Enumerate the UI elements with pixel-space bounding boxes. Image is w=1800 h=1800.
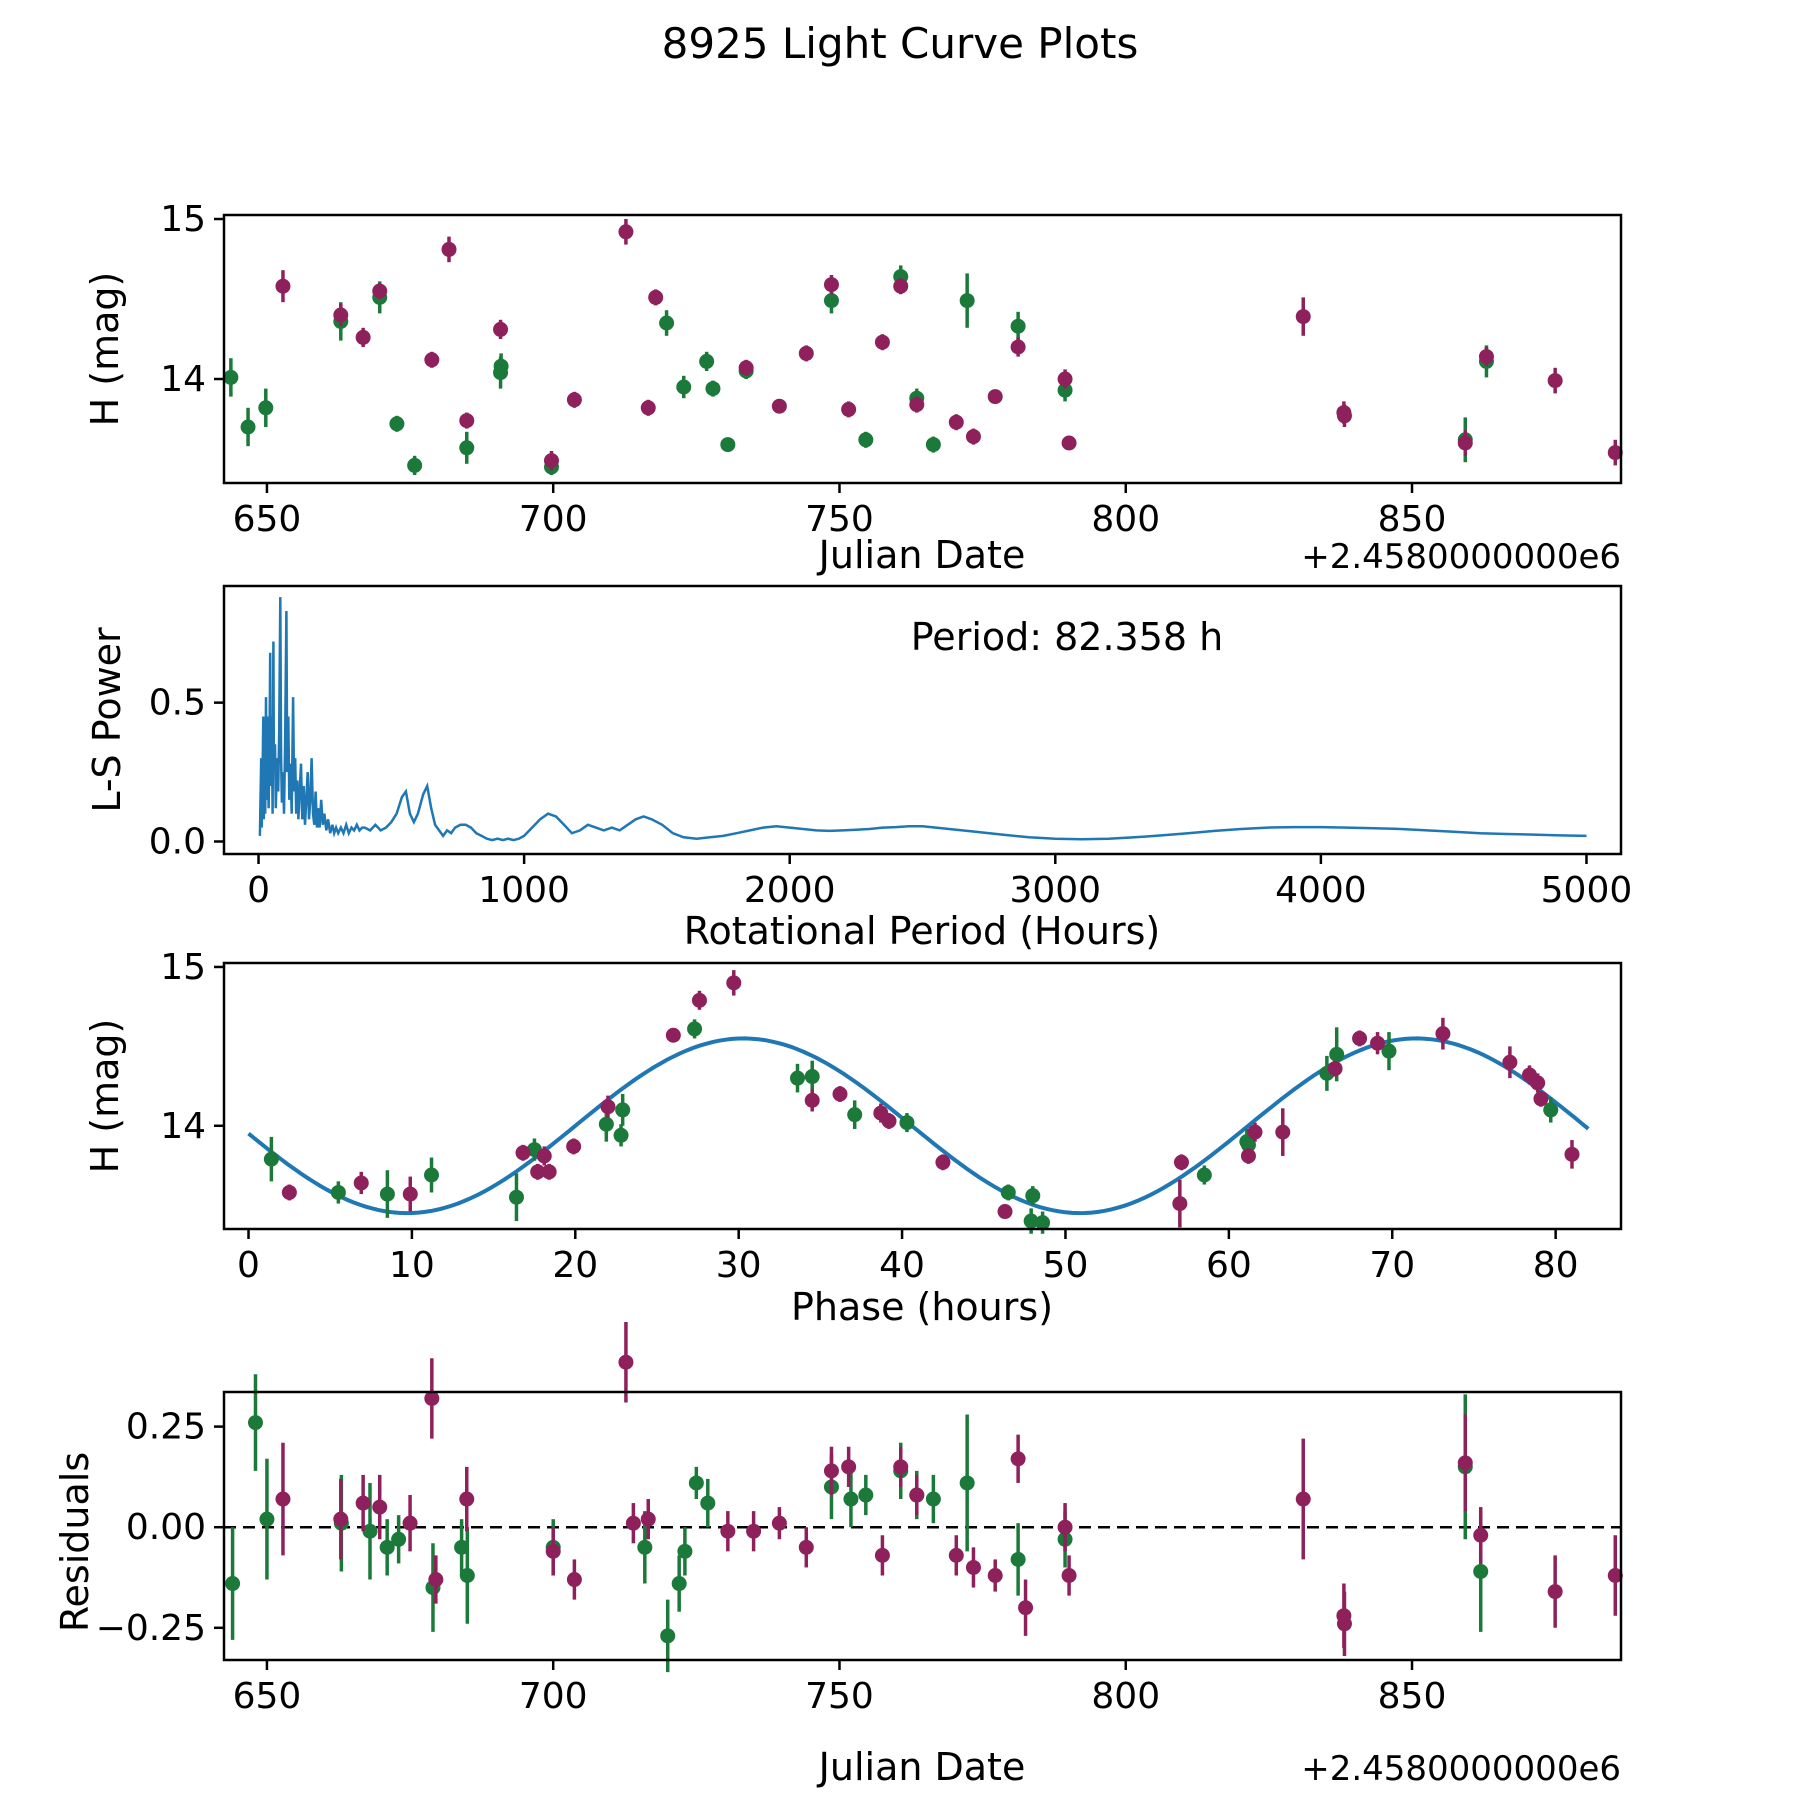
data-point (389, 416, 404, 431)
data-point (998, 1204, 1013, 1219)
y-tick-label: 14 (160, 1105, 206, 1147)
data-point (1062, 436, 1077, 451)
data-point (672, 1576, 687, 1591)
data-point (1328, 1061, 1343, 1076)
x-ticks (247, 854, 1632, 911)
data-point (772, 399, 787, 414)
y-tick-label: 0.5 (148, 682, 206, 724)
data-point (960, 293, 975, 308)
data-point (599, 1117, 614, 1132)
x-tick-label: 700 (518, 1676, 588, 1717)
x-tick-label: 4000 (1275, 870, 1367, 911)
data-point (687, 1021, 702, 1036)
data-point (641, 400, 656, 415)
data-point (805, 1069, 820, 1084)
x-tick-label: 750 (805, 1676, 874, 1717)
data-point (847, 1107, 862, 1122)
jd-lightcurve-plot (83, 199, 1623, 577)
data-point (1548, 1584, 1563, 1599)
x-tick-label: 800 (1091, 1676, 1161, 1717)
data-point (799, 346, 814, 361)
y-ticks (149, 683, 224, 863)
data-point (824, 277, 839, 292)
data-point (372, 284, 387, 299)
x-tick-label: 800 (1091, 499, 1161, 540)
data-point (1174, 1155, 1189, 1170)
data-point (832, 1087, 847, 1102)
x-tick-label: 80 (1532, 1245, 1579, 1286)
residuals-marks (96, 1322, 1623, 1717)
data-point (460, 1568, 475, 1583)
data-point (1473, 1564, 1488, 1579)
data-point (567, 392, 582, 407)
data-point (659, 316, 674, 331)
data-point (493, 322, 508, 337)
data-point (893, 279, 908, 294)
x-ticks (233, 483, 1447, 540)
data-point (1458, 436, 1473, 451)
data-point (391, 1532, 406, 1547)
data-point (424, 352, 439, 367)
data-point (1058, 1520, 1073, 1535)
period-annotation: Period: 82.358 h (910, 615, 1224, 659)
y-ticks (160, 947, 224, 1147)
data-point (882, 1114, 897, 1129)
data-point (858, 1488, 873, 1503)
residuals-x-offset-label: +2.4580000000e6 (1301, 1749, 1621, 1789)
data-point (1296, 1492, 1311, 1507)
data-point (899, 1115, 914, 1130)
data-point (1025, 1188, 1040, 1203)
lightcurve-x-offset-label: +2.4580000000e6 (1301, 537, 1621, 577)
data-point (960, 1475, 975, 1490)
data-point (1337, 408, 1352, 423)
data-point (1479, 349, 1494, 364)
data-point (614, 1128, 629, 1143)
data-point (1241, 1148, 1256, 1163)
data-point (275, 1492, 290, 1507)
data-point (282, 1185, 297, 1200)
x-tick-label: 650 (232, 499, 302, 540)
data-point (949, 415, 964, 430)
purple-series (275, 1322, 1622, 1656)
data-point (566, 1139, 581, 1154)
purple-series (282, 970, 1580, 1227)
y-ticks (160, 199, 224, 400)
y-tick-label: 15 (160, 199, 206, 240)
axes-frame (224, 963, 1621, 1229)
data-point (442, 242, 457, 257)
data-point (1337, 1616, 1352, 1631)
data-point (615, 1102, 630, 1117)
x-tick-label: 50 (1042, 1245, 1089, 1286)
data-point (692, 993, 707, 1008)
data-point (875, 1548, 890, 1563)
data-point (1011, 1552, 1026, 1567)
figure-title: 8925 Light Curve Plots (661, 19, 1139, 68)
data-point (1011, 319, 1026, 334)
y-tick-label: 0.00 (125, 1507, 206, 1549)
data-point (988, 389, 1003, 404)
data-point (459, 1492, 474, 1507)
x-tick-label: 70 (1369, 1245, 1416, 1286)
y-ticks (96, 1407, 224, 1649)
phase-xlabel: Phase (hours) (790, 1285, 1054, 1329)
x-tick-label: 30 (715, 1245, 762, 1286)
data-point (720, 1524, 735, 1539)
data-point (909, 397, 924, 412)
data-point (258, 400, 273, 415)
data-point (966, 1560, 981, 1575)
data-point (666, 1028, 681, 1043)
data-point (428, 1572, 443, 1587)
data-point (275, 279, 290, 294)
data-point (618, 1355, 633, 1370)
data-point (799, 1540, 814, 1555)
data-point (1058, 372, 1073, 387)
residuals-xlabel: Julian Date (818, 1745, 1026, 1789)
data-point (356, 330, 371, 345)
lightcurve-xlabel: Julian Date (818, 533, 1026, 577)
phase-ylabel: H (mag) (83, 1018, 127, 1174)
data-point (459, 413, 474, 428)
data-point (241, 420, 256, 435)
data-point (1564, 1147, 1579, 1162)
lightcurve-marks (160, 199, 1623, 540)
x-tick-label: 2000 (743, 870, 836, 911)
data-point (542, 1164, 557, 1179)
data-point (966, 429, 981, 444)
x-tick-label: 3000 (1009, 870, 1102, 911)
data-point (424, 1168, 439, 1183)
data-point (1197, 1168, 1212, 1183)
data-point (841, 1459, 856, 1474)
data-point (494, 359, 509, 374)
data-point (746, 1524, 761, 1539)
phase-marks (160, 947, 1621, 1286)
data-point (689, 1475, 704, 1490)
data-point (333, 1512, 348, 1527)
data-point (790, 1071, 805, 1086)
residuals-ylabel: Residuals (53, 1451, 97, 1633)
data-point (1458, 1455, 1473, 1470)
purple-series (275, 219, 1622, 470)
x-tick-label: 40 (879, 1245, 925, 1286)
data-point (333, 308, 348, 323)
green-series (223, 265, 1494, 475)
data-point (403, 1187, 418, 1202)
data-point (988, 1568, 1003, 1583)
data-point (544, 453, 559, 468)
y-tick-label: 0.25 (125, 1406, 206, 1448)
data-point (648, 290, 663, 305)
data-point (516, 1145, 531, 1160)
data-point (858, 432, 873, 447)
periodogram-marks (149, 586, 1633, 911)
data-point (824, 1463, 839, 1478)
x-tick-label: 0 (237, 1245, 260, 1286)
data-point (660, 1628, 675, 1643)
x-tick-label: 1000 (478, 870, 570, 911)
data-point (1530, 1075, 1545, 1090)
data-point (380, 1187, 395, 1202)
periodogram-xlabel: Rotational Period (Hours) (683, 909, 1161, 953)
y-tick-label: 14 (160, 359, 206, 400)
x-tick-label: 60 (1205, 1245, 1252, 1286)
data-point (567, 1572, 582, 1587)
data-point (1370, 1036, 1385, 1051)
data-point (841, 402, 856, 417)
data-point (407, 458, 422, 473)
data-point (700, 1496, 715, 1511)
x-ticks (233, 1660, 1447, 1717)
x-tick-label: 750 (805, 499, 874, 540)
data-point (641, 1512, 656, 1527)
data-point (372, 1500, 387, 1515)
data-point (1548, 373, 1563, 388)
x-tick-label: 700 (518, 499, 588, 540)
y-tick-label: 0.0 (148, 821, 206, 863)
data-point (772, 1516, 787, 1531)
data-point (699, 354, 714, 369)
data-point (1018, 1600, 1033, 1615)
data-point (705, 381, 720, 396)
data-point (248, 1415, 263, 1430)
data-point (259, 1512, 274, 1527)
data-point (1296, 309, 1311, 324)
data-point (223, 370, 238, 385)
data-point (354, 1175, 369, 1190)
x-tick-label: 0 (247, 870, 270, 911)
axes-frame (224, 215, 1621, 483)
data-point (824, 293, 839, 308)
data-point (875, 335, 890, 350)
y-tick-label: 15 (160, 946, 206, 988)
residuals-plot (53, 1322, 1623, 1789)
data-point (676, 380, 691, 395)
data-point (1275, 1125, 1290, 1140)
data-point (926, 437, 941, 452)
data-point (331, 1185, 346, 1200)
data-point (843, 1492, 858, 1507)
data-point (1473, 1528, 1488, 1543)
x-tick-label: 650 (232, 1676, 302, 1717)
data-point (1011, 1451, 1026, 1466)
x-tick-label: 850 (1377, 499, 1447, 540)
data-point (1001, 1185, 1016, 1200)
data-point (537, 1148, 552, 1163)
data-point (600, 1099, 615, 1114)
lightcurve-ylabel: H (mag) (83, 271, 127, 427)
ls-periodogram-plot (85, 586, 1632, 953)
x-tick-label: 20 (552, 1245, 599, 1286)
data-point (1011, 340, 1026, 355)
data-point (949, 1548, 964, 1563)
data-point (1062, 1568, 1077, 1583)
data-point (893, 1459, 908, 1474)
data-point (1172, 1196, 1187, 1211)
data-point (805, 1093, 820, 1108)
data-point (677, 1544, 692, 1559)
data-point (509, 1190, 524, 1205)
data-point (546, 1544, 561, 1559)
data-point (720, 437, 735, 452)
data-point (626, 1516, 641, 1531)
x-ticks (237, 1229, 1578, 1286)
data-point (1533, 1091, 1548, 1106)
data-point (926, 1492, 941, 1507)
data-point (935, 1155, 950, 1170)
data-point (739, 360, 754, 375)
data-point (1248, 1125, 1263, 1140)
data-point (909, 1488, 924, 1503)
data-point (1329, 1047, 1344, 1062)
data-point (726, 975, 741, 990)
data-point (356, 1496, 371, 1511)
data-point (403, 1516, 418, 1531)
phase-curve-plot (83, 947, 1621, 1329)
x-tick-label: 850 (1377, 1676, 1447, 1717)
data-point (637, 1540, 652, 1555)
data-point (1352, 1031, 1367, 1046)
x-tick-label: 10 (388, 1245, 435, 1286)
data-point (225, 1576, 240, 1591)
x-tick-label: 5000 (1540, 870, 1633, 911)
data-point (1435, 1026, 1450, 1041)
data-point (618, 224, 633, 239)
data-point (459, 440, 474, 455)
y-tick-label: −0.25 (95, 1607, 206, 1649)
periodogram-ylabel: L-S Power (85, 627, 129, 813)
data-point (1502, 1055, 1517, 1070)
data-point (264, 1152, 279, 1167)
